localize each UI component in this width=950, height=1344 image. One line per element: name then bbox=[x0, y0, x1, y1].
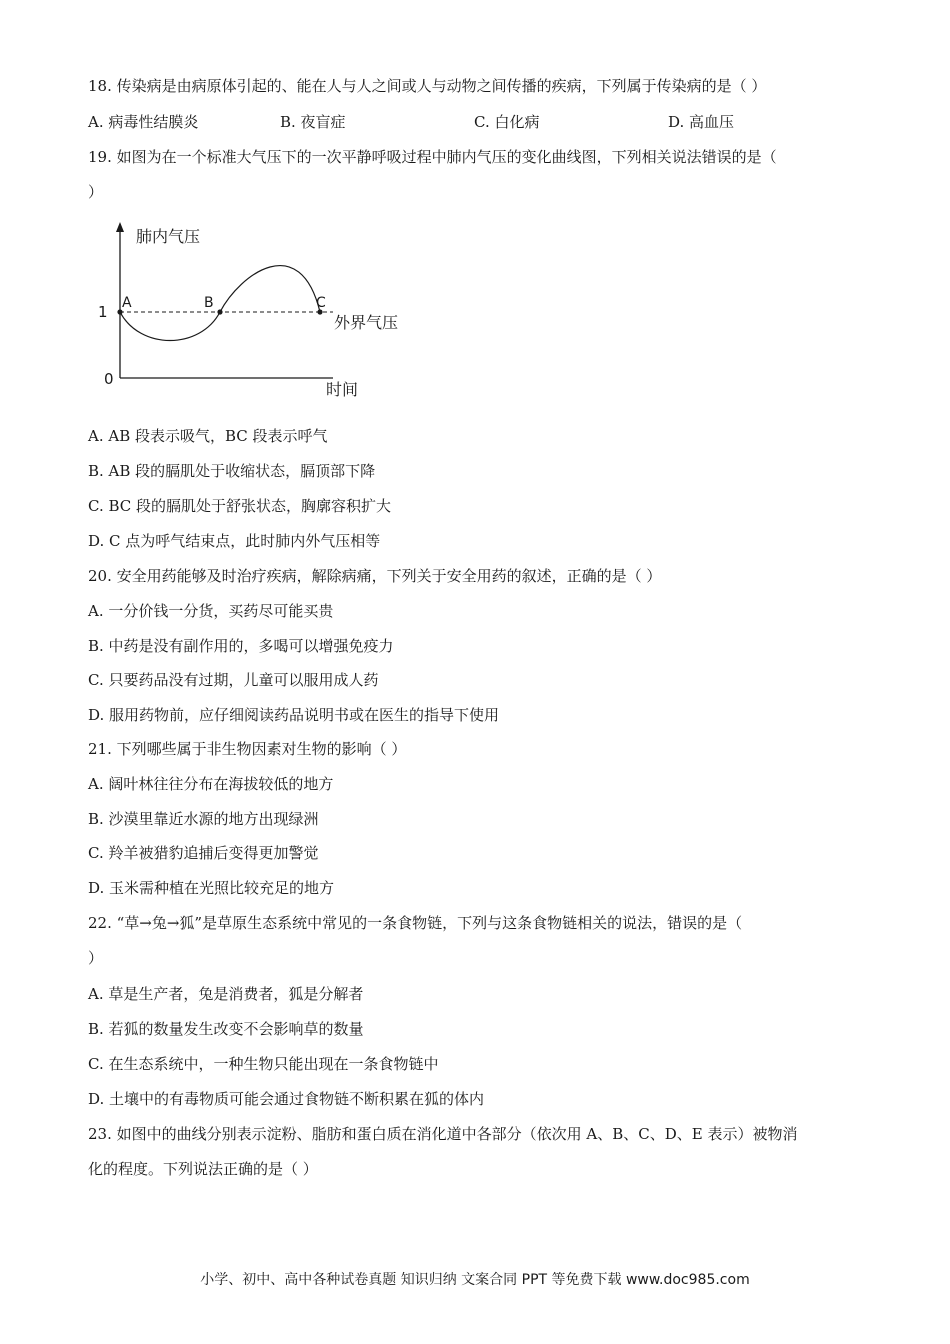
q22-stem-line1: 22. “草→兔→狐”是草原生态系统中常见的一条食物链，下列与这条食物链相关的说法，错误的是（ bbox=[88, 914, 743, 932]
q20-option-d: D. 服用药物前，应仔细阅读药品说明书或在医生的指导下使用 bbox=[88, 706, 500, 724]
q20-stem: 20. 安全用药能够及时治疗疾病，解除病痛，下列关于安全用药的叙述，正确的是（ ） bbox=[88, 567, 662, 585]
page-footer: 小学、初中、高中各种试卷真题 知识归纳 文案合同 PPT 等免费下载 www.doc985.com bbox=[200, 1272, 750, 1288]
q18-option-a: A. 病毒性结膜炎 bbox=[88, 113, 199, 131]
point-c-label: C bbox=[316, 295, 326, 311]
q22-option-a: A. 草是生产者，兔是消费者，狐是分解者 bbox=[88, 985, 364, 1003]
q21-option-d: D. 玉米需种植在光照比较充足的地方 bbox=[88, 879, 335, 897]
x-axis-label: 时间 bbox=[326, 380, 359, 399]
q19-option-a: A. AB 段表示吸气，BC 段表示呼气 bbox=[88, 427, 328, 445]
q22-option-c: C. 在生态系统中，一种生物只能出现在一条食物链中 bbox=[88, 1055, 439, 1073]
q18-option-b: B. 夜盲症 bbox=[280, 113, 346, 131]
q23-stem-line1: 23. 如图中的曲线分别表示淀粉、脂肪和蛋白质在消化道中各部分（依次用 A、B、C、D、E 表示）被物消 bbox=[88, 1125, 798, 1143]
lung-pressure-curve bbox=[120, 266, 320, 341]
point-b bbox=[217, 309, 222, 314]
y-axis-arrow bbox=[116, 222, 124, 232]
q21-option-a: A. 阔叶林往往分布在海拔较低的地方 bbox=[88, 775, 334, 793]
q22-option-b: B. 若狐的数量发生改变不会影响草的数量 bbox=[88, 1020, 364, 1038]
q20-option-a: A. 一分价钱一分货，买药尽可能买贵 bbox=[88, 602, 334, 620]
q18-option-c: C. 白化病 bbox=[474, 113, 540, 131]
reference-label: 外界气压 bbox=[334, 313, 399, 332]
q18-stem: 18. 传染病是由病原体引起的、能在人与人之间或人与动物之间传播的疾病，下列属于传染病的是（ ） bbox=[88, 77, 767, 95]
q19-option-c: C. BC 段的膈肌处于舒张状态，胸廓容积扩大 bbox=[88, 497, 392, 515]
q18-option-d: D. 高血压 bbox=[668, 113, 735, 131]
q21-stem: 21. 下列哪些属于非生物因素对生物的影响（ ） bbox=[88, 740, 407, 758]
q22-stem-line2: ） bbox=[88, 949, 104, 967]
q21-option-c: C. 羚羊被猎豹追捕后变得更加警觉 bbox=[88, 844, 319, 862]
q19-stem-line2: ） bbox=[88, 183, 104, 201]
q23-stem-line2: 化的程度。下列说法正确的是（ ） bbox=[88, 1160, 318, 1178]
lung-pressure-figure bbox=[88, 220, 428, 405]
q20-option-b: B. 中药是没有副作用的，多喝可以增强免疫力 bbox=[88, 637, 394, 655]
point-a-label: A bbox=[122, 295, 132, 311]
q19-stem-line1: 19. 如图为在一个标准大气压下的一次平静呼吸过程中肺内气压的变化曲线图，下列相关说法错误的是（ bbox=[88, 148, 777, 166]
q20-option-c: C. 只要药品没有过期，儿童可以服用成人药 bbox=[88, 671, 379, 689]
q19-option-b: B. AB 段的膈肌处于收缩状态，膈顶部下降 bbox=[88, 462, 376, 480]
q19-option-d: D. C 点为呼气结束点，此时肺内外气压相等 bbox=[88, 532, 381, 550]
y-axis-label: 肺内气压 bbox=[136, 227, 201, 246]
q22-option-d: D. 土壤中的有毒物质可能会通过食物链不断积累在狐的体内 bbox=[88, 1090, 485, 1108]
origin-label: 0 bbox=[104, 370, 114, 388]
q21-option-b: B. 沙漠里靠近水源的地方出现绿洲 bbox=[88, 810, 319, 828]
point-b-label: B bbox=[204, 295, 214, 311]
y-tick-label: 1 bbox=[98, 303, 108, 321]
